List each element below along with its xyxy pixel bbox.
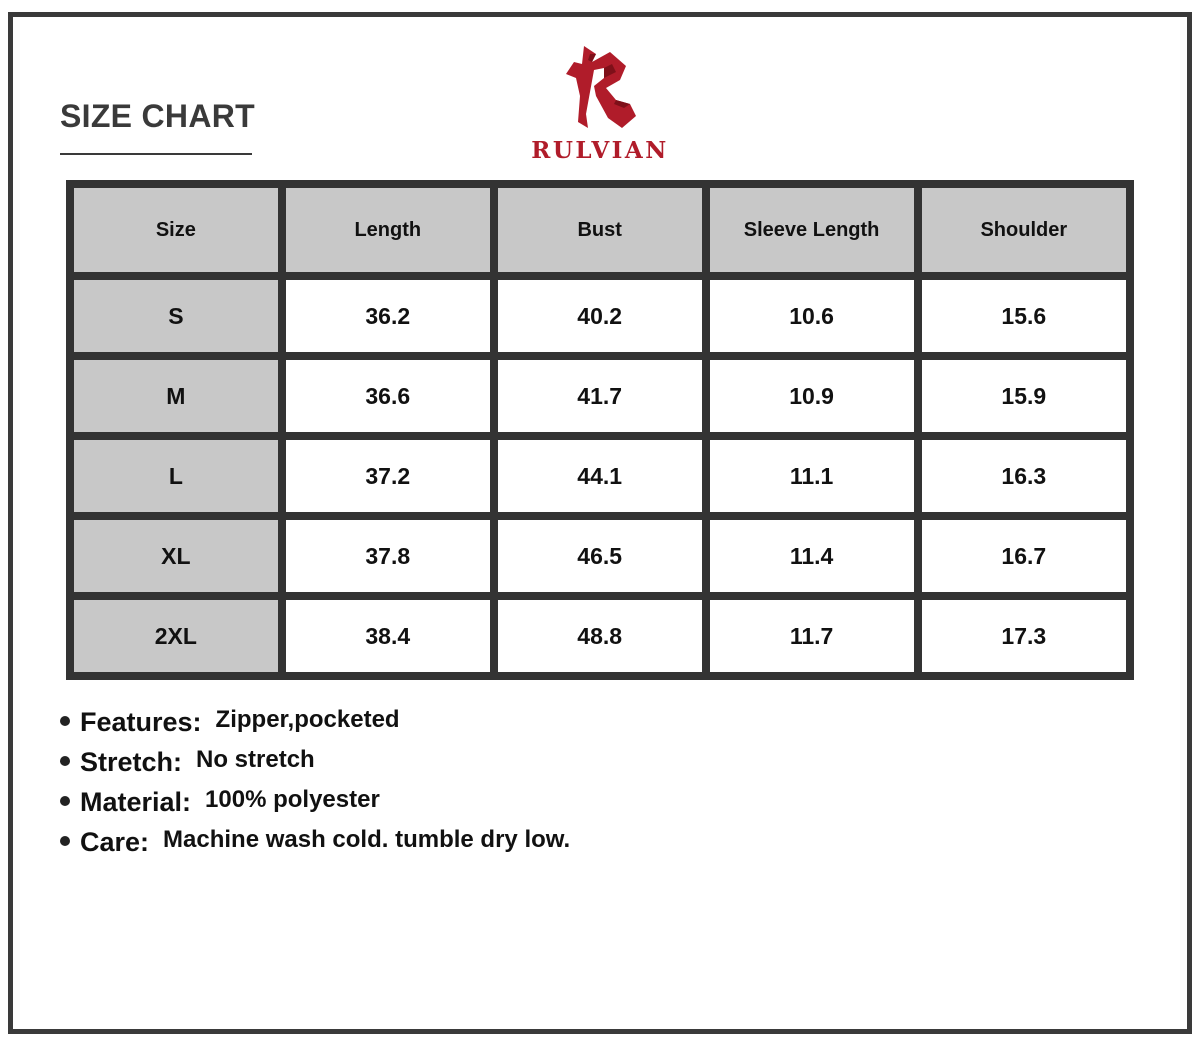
detail-label: Stretch: bbox=[80, 747, 183, 777]
table-row bbox=[74, 520, 1126, 592]
detail-value: Machine wash cold. tumble dry low. bbox=[163, 826, 571, 853]
product-details-list bbox=[60, 700, 570, 860]
table-cell: 44.1 bbox=[498, 440, 702, 512]
table-cell: 15.9 bbox=[922, 360, 1126, 432]
column-header: Length bbox=[286, 188, 490, 272]
column-header: Bust bbox=[498, 188, 702, 272]
size-cell: XL bbox=[74, 520, 278, 592]
table-row bbox=[74, 280, 1126, 352]
table-cell: 10.6 bbox=[710, 280, 914, 352]
column-header: Size bbox=[74, 188, 278, 272]
bullet-icon bbox=[60, 756, 70, 766]
bullet-icon bbox=[60, 836, 70, 846]
bullet-icon bbox=[60, 716, 70, 726]
detail-value: Zipper,pocketed bbox=[215, 706, 400, 733]
size-table bbox=[66, 180, 1134, 680]
size-cell: M bbox=[74, 360, 278, 432]
brand-name: RULVIAN bbox=[531, 137, 669, 164]
detail-label: Material: bbox=[80, 787, 192, 817]
table-cell: 11.4 bbox=[710, 520, 914, 592]
brand-logo bbox=[520, 42, 680, 172]
detail-value: No stretch bbox=[196, 746, 315, 773]
size-cell: S bbox=[74, 280, 278, 352]
table-cell: 17.3 bbox=[922, 600, 1126, 672]
table-row bbox=[74, 600, 1126, 672]
rulvian-r-logo-icon bbox=[560, 42, 642, 134]
table-header-row bbox=[74, 188, 1126, 272]
table-cell: 16.3 bbox=[922, 440, 1126, 512]
detail-value: 100% polyester bbox=[205, 786, 380, 813]
table-cell: 41.7 bbox=[498, 360, 702, 432]
page-title: SIZE CHART bbox=[60, 98, 255, 134]
table-cell: 15.6 bbox=[922, 280, 1126, 352]
size-cell: 2XL bbox=[74, 600, 278, 672]
table-cell: 11.1 bbox=[710, 440, 914, 512]
table-cell: 16.7 bbox=[922, 520, 1126, 592]
title-underline bbox=[60, 153, 252, 155]
table-row bbox=[74, 360, 1126, 432]
detail-features bbox=[60, 700, 570, 740]
table-cell: 37.2 bbox=[286, 440, 490, 512]
table-cell: 37.8 bbox=[286, 520, 490, 592]
size-cell: L bbox=[74, 440, 278, 512]
table-cell: 46.5 bbox=[498, 520, 702, 592]
detail-care bbox=[60, 820, 570, 860]
table-cell: 11.7 bbox=[710, 600, 914, 672]
table-cell: 38.4 bbox=[286, 600, 490, 672]
table-cell: 36.6 bbox=[286, 360, 490, 432]
table-cell: 40.2 bbox=[498, 280, 702, 352]
detail-stretch bbox=[60, 740, 570, 780]
column-header: Sleeve Length bbox=[710, 188, 914, 272]
bullet-icon bbox=[60, 796, 70, 806]
table-row bbox=[74, 440, 1126, 512]
table-cell: 48.8 bbox=[498, 600, 702, 672]
detail-label: Care: bbox=[80, 827, 150, 857]
detail-label: Features: bbox=[80, 707, 202, 737]
table-cell: 36.2 bbox=[286, 280, 490, 352]
table-cell: 10.9 bbox=[710, 360, 914, 432]
column-header: Shoulder bbox=[922, 188, 1126, 272]
detail-material bbox=[60, 780, 570, 820]
